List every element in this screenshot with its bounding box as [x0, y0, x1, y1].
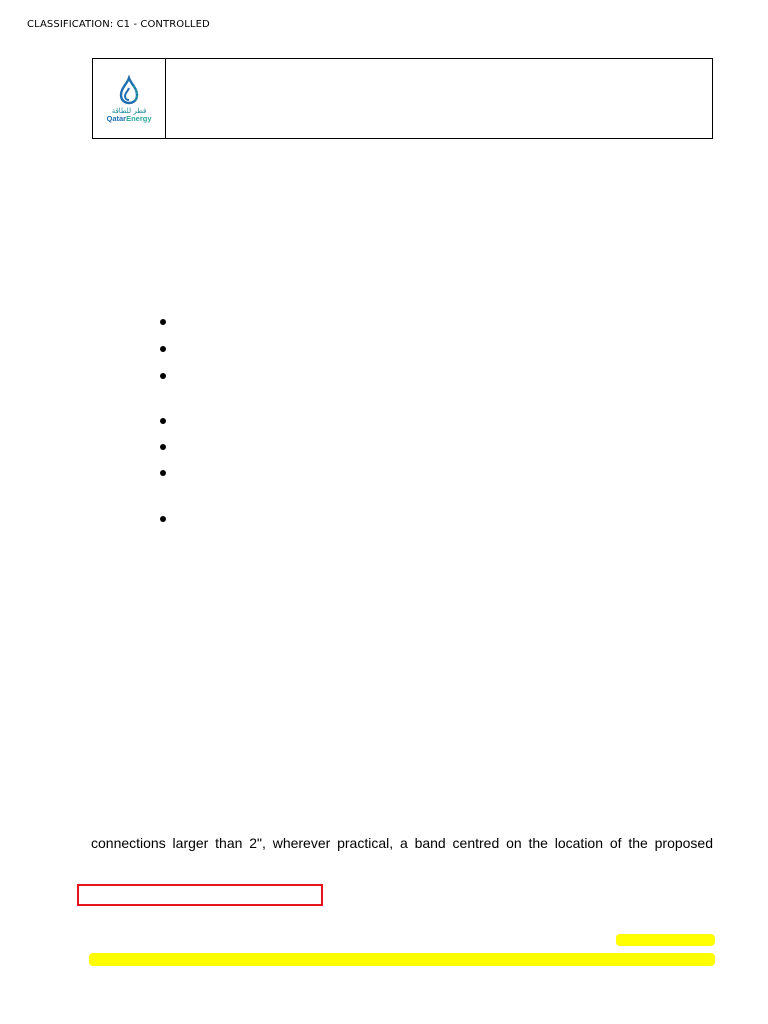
bullet-marker — [160, 470, 166, 476]
bullet-marker — [160, 444, 166, 450]
bullet-marker — [160, 418, 166, 424]
logo-wordmark-energy: Energy — [126, 113, 152, 123]
logo-cell — [93, 59, 166, 138]
document-header-table — [92, 58, 713, 139]
bullet-marker — [160, 516, 166, 522]
highlight-long — [89, 953, 715, 966]
title-cell — [166, 59, 712, 138]
classification-label: CLASSIFICATION: C1 - CONTROLLED — [27, 19, 210, 30]
logo-wordmark-qatar: Qatar — [106, 113, 127, 123]
bullet-marker — [160, 346, 166, 352]
body-text-line: connections larger than 2", wherever practical, a band centred on the location of the proposed — [91, 835, 713, 851]
bullet-marker — [160, 319, 166, 325]
logo-wordmark — [106, 115, 151, 123]
bullet-marker — [160, 373, 166, 379]
highlight-short — [616, 934, 715, 946]
qatarenergy-drop-icon — [114, 75, 144, 107]
logo-arabic-text: قطر للطاقة — [111, 106, 147, 115]
redaction-box — [77, 884, 323, 906]
